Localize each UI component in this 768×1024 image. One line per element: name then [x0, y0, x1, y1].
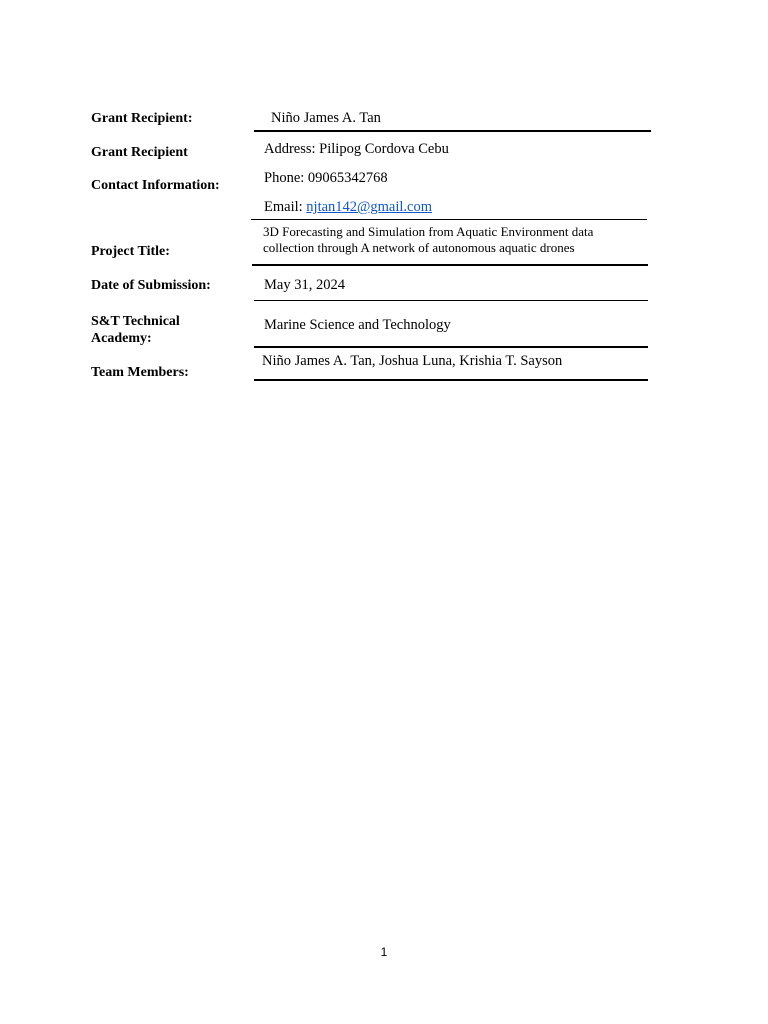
divider-line [254, 300, 648, 301]
divider-line [252, 264, 648, 266]
divider-line [254, 379, 648, 381]
label-grant-recipient-contact: Grant Recipient [91, 145, 188, 160]
divider-line [254, 346, 648, 348]
divider-line [254, 130, 651, 132]
value-address: Address: Pilipog Cordova Cebu [264, 141, 449, 157]
value-recipient-name: Niño James A. Tan [271, 110, 381, 126]
label-grant-recipient: Grant Recipient: [91, 111, 193, 126]
value-academy: Marine Science and Technology [264, 317, 451, 333]
label-academy-line1: S&T Technical [91, 314, 180, 329]
value-date-of-submission: May 31, 2024 [264, 277, 345, 293]
value-email-row [264, 199, 432, 216]
value-team-members: Niño James A. Tan, Joshua Luna, Krishia T. Sayson [262, 353, 563, 369]
value-phone: Phone: 09065342768 [264, 170, 388, 186]
value-project-title-line1: 3D Forecasting and Simulation from Aquatic Environment data [263, 224, 594, 239]
label-team-members: Team Members: [91, 365, 189, 380]
email-prefix: Email: [264, 199, 307, 215]
label-academy-line2: Academy: [91, 331, 152, 346]
email-link[interactable]: njtan142@gmail.com [306, 199, 433, 215]
label-date-of-submission: Date of Submission: [91, 278, 211, 293]
page-number: 1 [380, 945, 388, 959]
value-project-title-line2: collection through A network of autonomous aquatic drones [263, 240, 575, 255]
label-contact-information: Contact Information: [91, 178, 220, 193]
divider-line [251, 219, 647, 220]
label-project-title: Project Title: [91, 244, 170, 259]
